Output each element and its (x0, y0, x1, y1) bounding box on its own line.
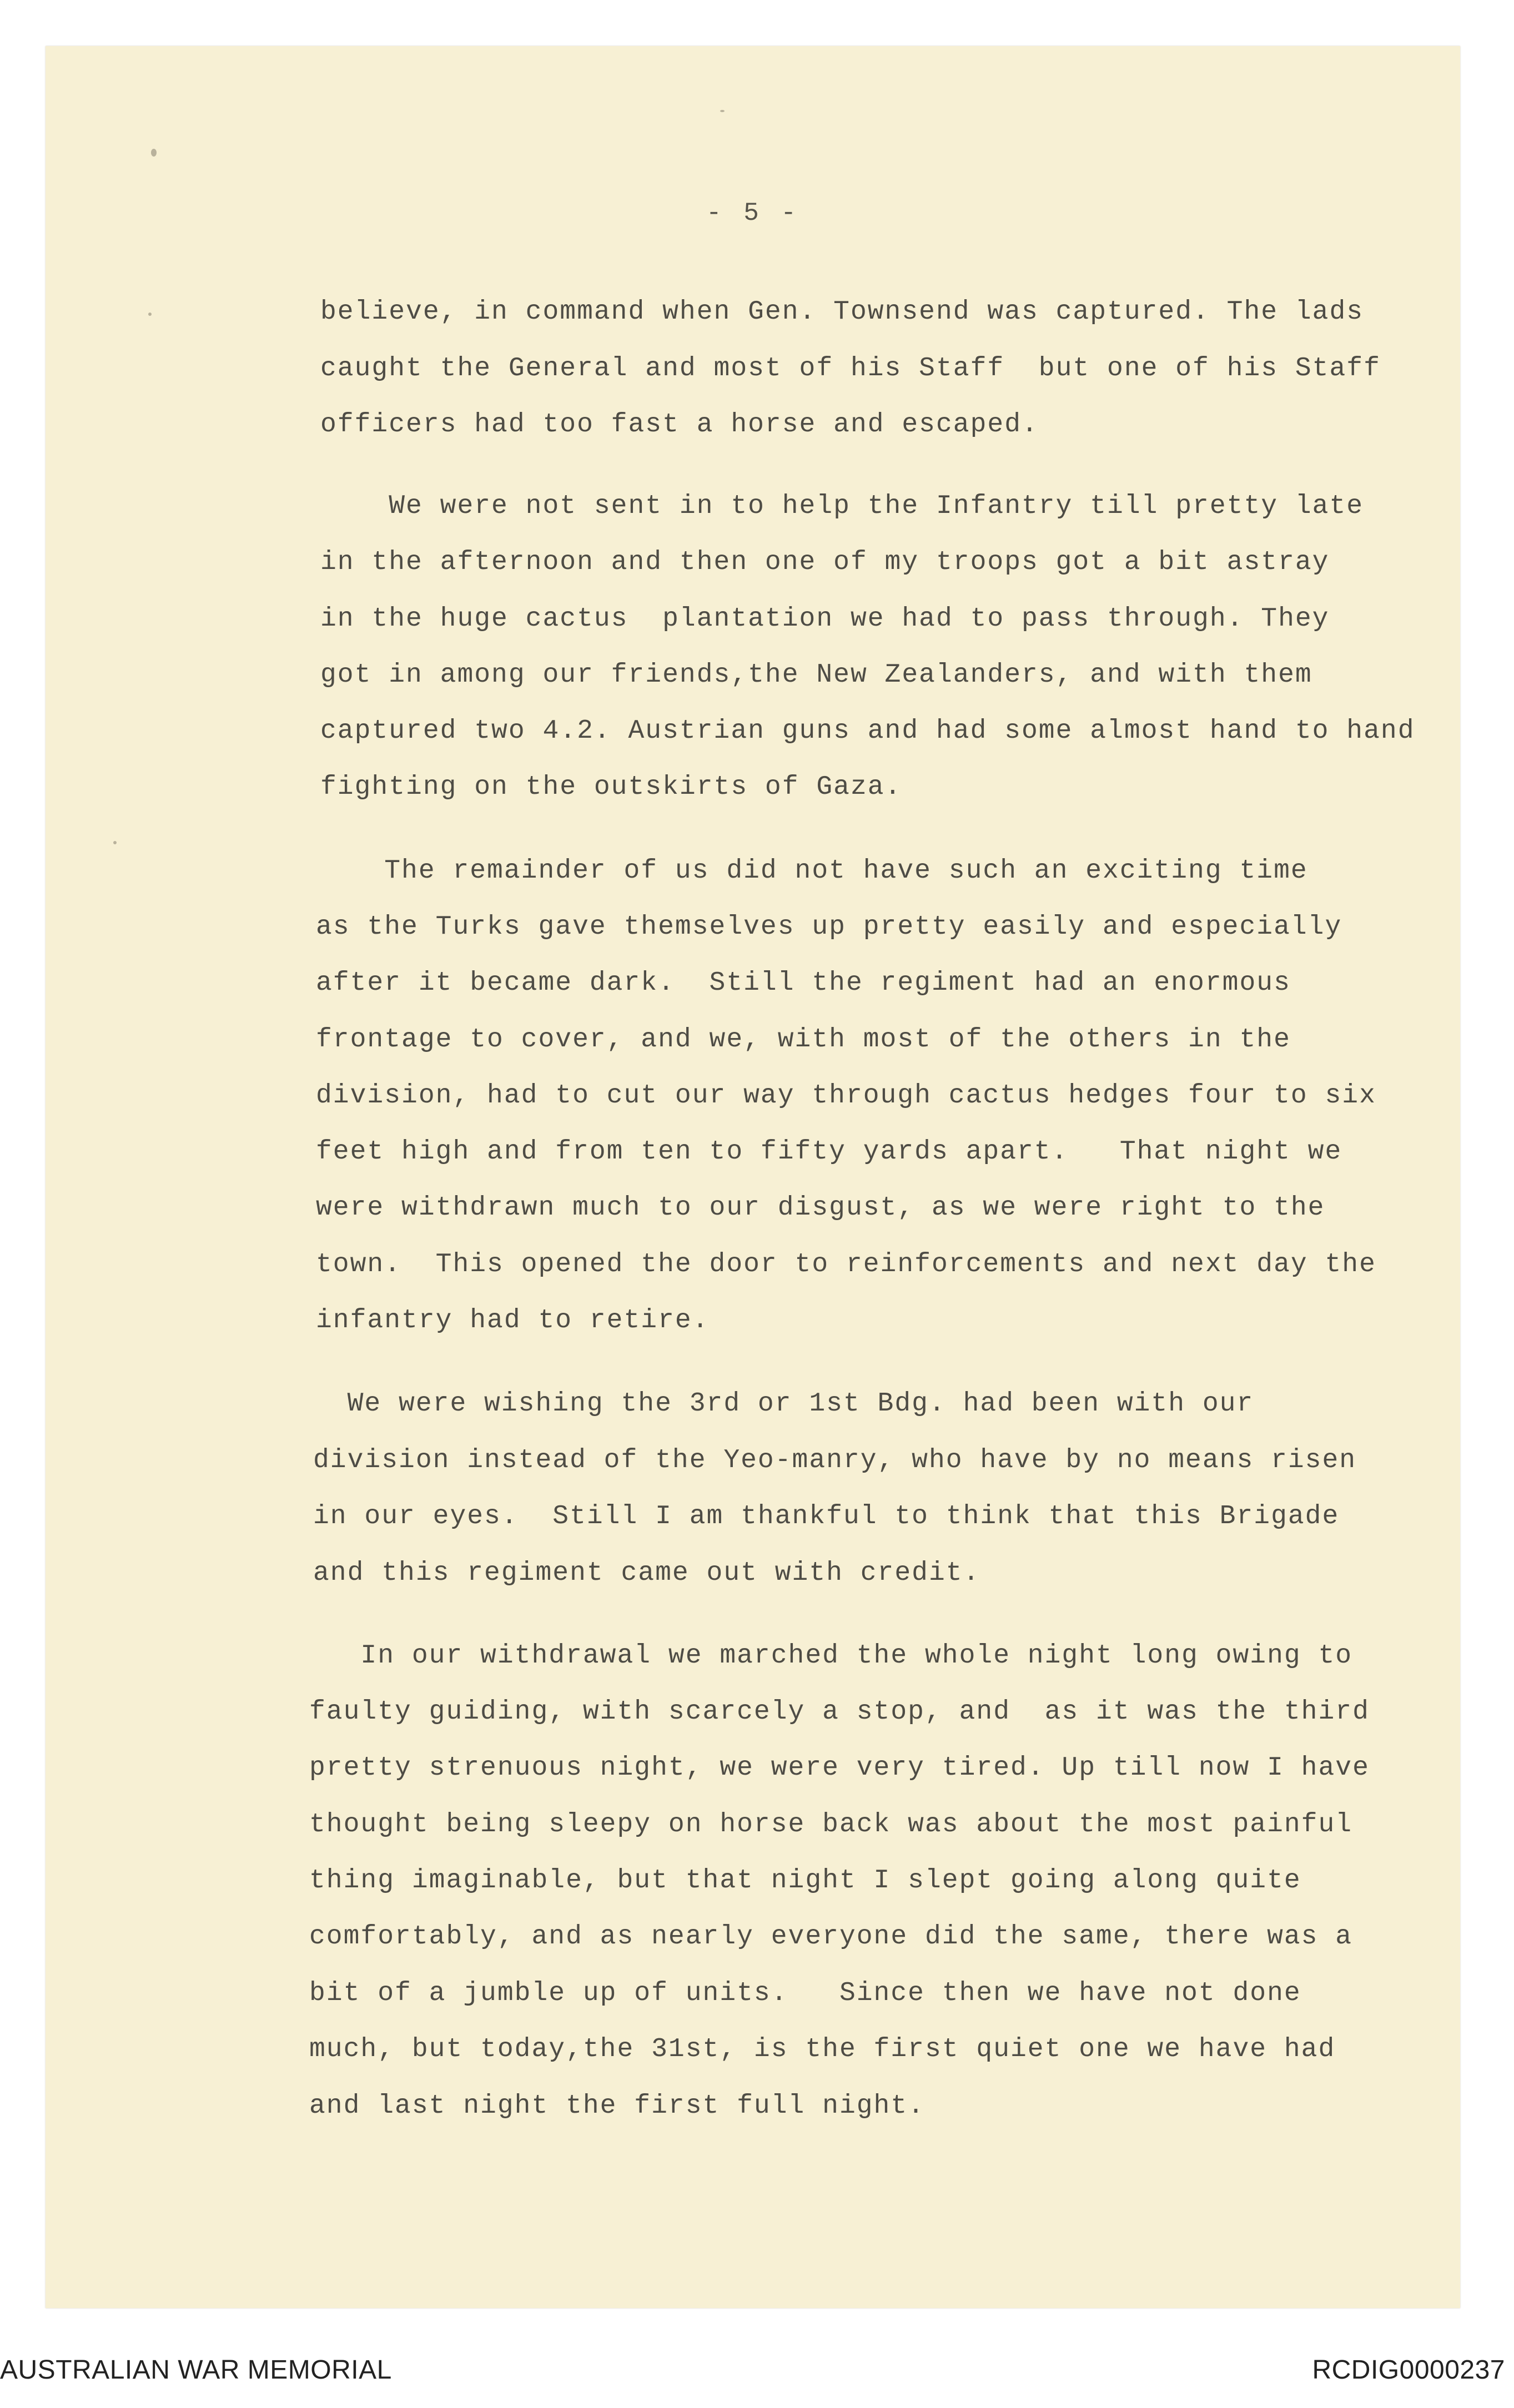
text-line: were withdrawn much to our disgust, as we were right to the (316, 1193, 1325, 1223)
paper-speck (151, 149, 157, 157)
text-line: after it became dark. Still the regiment had an enormous (316, 968, 1291, 998)
text-line: comfortably, and as nearly everyone did the same, there was a (309, 1922, 1353, 1952)
text-line: much, but today,the 31st, is the first quiet one we have had (309, 2034, 1336, 2064)
text-line: division, had to cut our way through cactus hedges four to six (316, 1081, 1376, 1111)
text-line: feet high and from ten to fifty yards apart. That night we (316, 1137, 1342, 1167)
text-line: fighting on the outskirts of Gaza. (320, 772, 902, 802)
text-line: We were not sent in to help the Infantry till pretty late (320, 491, 1364, 521)
text-line: got in among our friends,the New Zealanders, and with them (320, 660, 1312, 690)
text-line: division instead of the Yeo-manry, who have by no means risen (313, 1445, 1357, 1475)
text-line: In our withdrawal we marched the whole night long owing to (309, 1641, 1353, 1671)
text-line: faulty guiding, with scarcely a stop, and as it was the third (309, 1697, 1370, 1727)
paper-speck (148, 313, 152, 316)
paper-speck (720, 110, 725, 112)
text-line: as the Turks gave themselves up pretty easily and especially (316, 912, 1342, 942)
text-line: thing imaginable, but that night I slept going along quite (309, 1866, 1301, 1896)
text-line: bit of a jumble up of units. Since then we have not done (309, 1978, 1301, 2008)
text-line: thought being sleepy on horse back was about the most painful (309, 1810, 1353, 1840)
text-line: and this regiment came out with credit. (313, 1558, 980, 1588)
text-line: frontage to cover, and we, with most of the others in the (316, 1025, 1291, 1055)
page-number: - 5 - (706, 199, 800, 228)
footer-record-id: RCDIG0000237 (1312, 2355, 1505, 2385)
document-page (46, 46, 1460, 2308)
text-line: in our eyes. Still I am thankful to think that this Brigade (313, 1502, 1340, 1532)
text-line: in the afternoon and then one of my troops got a bit astray (320, 547, 1330, 577)
text-line: believe, in command when Gen. Townsend was captured. The lads (320, 297, 1364, 327)
text-line: town. This opened the door to reinforcements and next day the (316, 1250, 1376, 1279)
text-line: The remainder of us did not have such an exciting time (316, 856, 1308, 886)
text-line: captured two 4.2. Austrian guns and had some almost hand to hand (320, 716, 1415, 746)
paper-speck (113, 841, 117, 844)
text-line: infantry had to retire. (316, 1306, 710, 1336)
text-line: officers had too fast a horse and escaped. (320, 410, 1039, 440)
text-line: pretty strenuous night, we were very tired. Up till now I have (309, 1753, 1370, 1783)
text-line: and last night the first full night. (309, 2091, 925, 2121)
text-line: caught the General and most of his Staff but one of his Staff (320, 354, 1381, 384)
footer-institution: AUSTRALIAN WAR MEMORIAL (0, 2355, 392, 2385)
text-line: in the huge cactus plantation we had to pass through. They (320, 604, 1330, 634)
text-line: We were wishing the 3rd or 1st Bdg. had been with our (313, 1389, 1254, 1419)
